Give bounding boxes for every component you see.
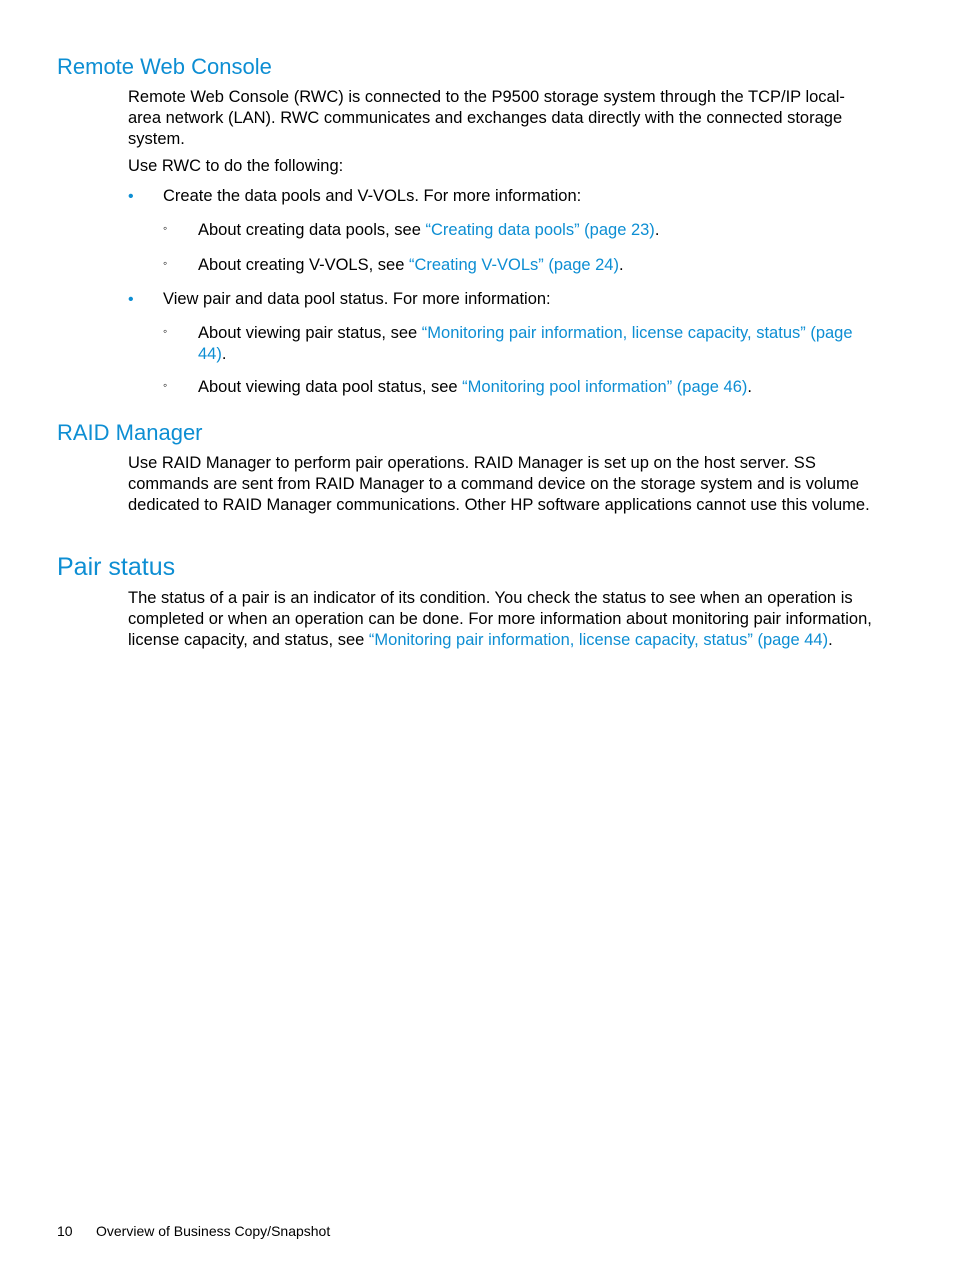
- rwc-use-line: Use RWC to do the following:: [128, 157, 344, 175]
- page-number: 10: [57, 1223, 73, 1239]
- link-monitoring-pair-information[interactable]: “Monitoring pair information, license capacity, status” (page 44): [198, 324, 853, 363]
- bullet-text: Create the data pools and V-VOLs. For more information:: [163, 187, 582, 205]
- footer-title: Overview of Business Copy/Snapshot: [96, 1223, 331, 1239]
- page-footer: [57, 1222, 330, 1240]
- link-monitoring-pair-information[interactable]: “Monitoring pair information, license capacity, status” (page 44): [368, 631, 829, 649]
- bullet-text: View pair and data pool status. For more information:: [163, 290, 551, 308]
- sub-bullet-icon: ◦: [163, 221, 168, 235]
- sub-bullet-icon: ◦: [163, 324, 168, 338]
- raid-manager-paragraph: Use RAID Manager to perform pair operations. RAID Manager is set up on the host server. SS commands are sent from RAID Manager to a command device on the storage system and is volume dedicated to RAID Manager communications. Other HP software applications cannot use this volume.: [128, 454, 870, 514]
- link-creating-data-pools[interactable]: “Creating data pools” (page 23): [425, 221, 655, 239]
- pair-status-paragraph: The status of a pair is an indicator of its condition. You check the status to see when an operation is completed or when an operation can be done. For more information about monitoring pair information, license capacity, and status, see “Monitoring pair information, license capacity, status” (page 44).: [128, 589, 872, 649]
- link-monitoring-pool-information[interactable]: “Monitoring pool information” (page 46): [462, 378, 748, 396]
- rwc-intro-paragraph: Remote Web Console (RWC) is connected to the P9500 storage system through the TCP/IP local-area network (LAN). RWC communicates and exchanges data directly with the connected storage system.: [128, 88, 845, 148]
- bullet-icon: •: [128, 188, 134, 205]
- section-heading-pair-status: Pair status: [57, 553, 176, 581]
- link-creating-v-vols[interactable]: “Creating V-VOLs” (page 24): [408, 256, 619, 274]
- section-heading-remote-web-console: Remote Web Console: [57, 54, 272, 79]
- bullet-icon: •: [128, 291, 134, 308]
- section-heading-raid-manager: RAID Manager: [57, 420, 203, 445]
- sub-bullet-icon: ◦: [163, 256, 168, 270]
- sub-bullet-icon: ◦: [163, 378, 168, 392]
- document-page: Remote Web Console Remote Web Console (RWC) is connected to the P9500 storage system through the TCP/IP local-area network (LAN). RWC communicates and exchanges data directly with the connected storage system. Use RWC to do the following: • Create the data pools and V-VOLs. For more information: ◦ About creating data pools, see “Creating data pools” (page 23). ◦ About creating V-VOLS, see “Creating V-VOLs” (page 24). • View pair and data pool status. For more information: ◦ About viewing pair status, see “Monitoring pair information, license capacity, status” (page 44). ◦ About viewing data pool status, see “Monitoring pool information” (page 46). RAID Manager Use RAID Manager to perform pair operations. RAID Manager is set up on the host server. SS commands are sent from RAID Manager to a command device on the storage system and is volume dedicated to RAID Manager communications. Other HP software applications cannot use this volume. Pair status The status of a pair is an indicator of its condition. You check the status to see when an operation is completed or when an operation can be done. For more information about monitoring pair information, license capacity, and status, see “Monitoring pair information, license capacity, status” (page 44). 10 Overview of Business Copy/Snapshot: [57, 54, 872, 1239]
